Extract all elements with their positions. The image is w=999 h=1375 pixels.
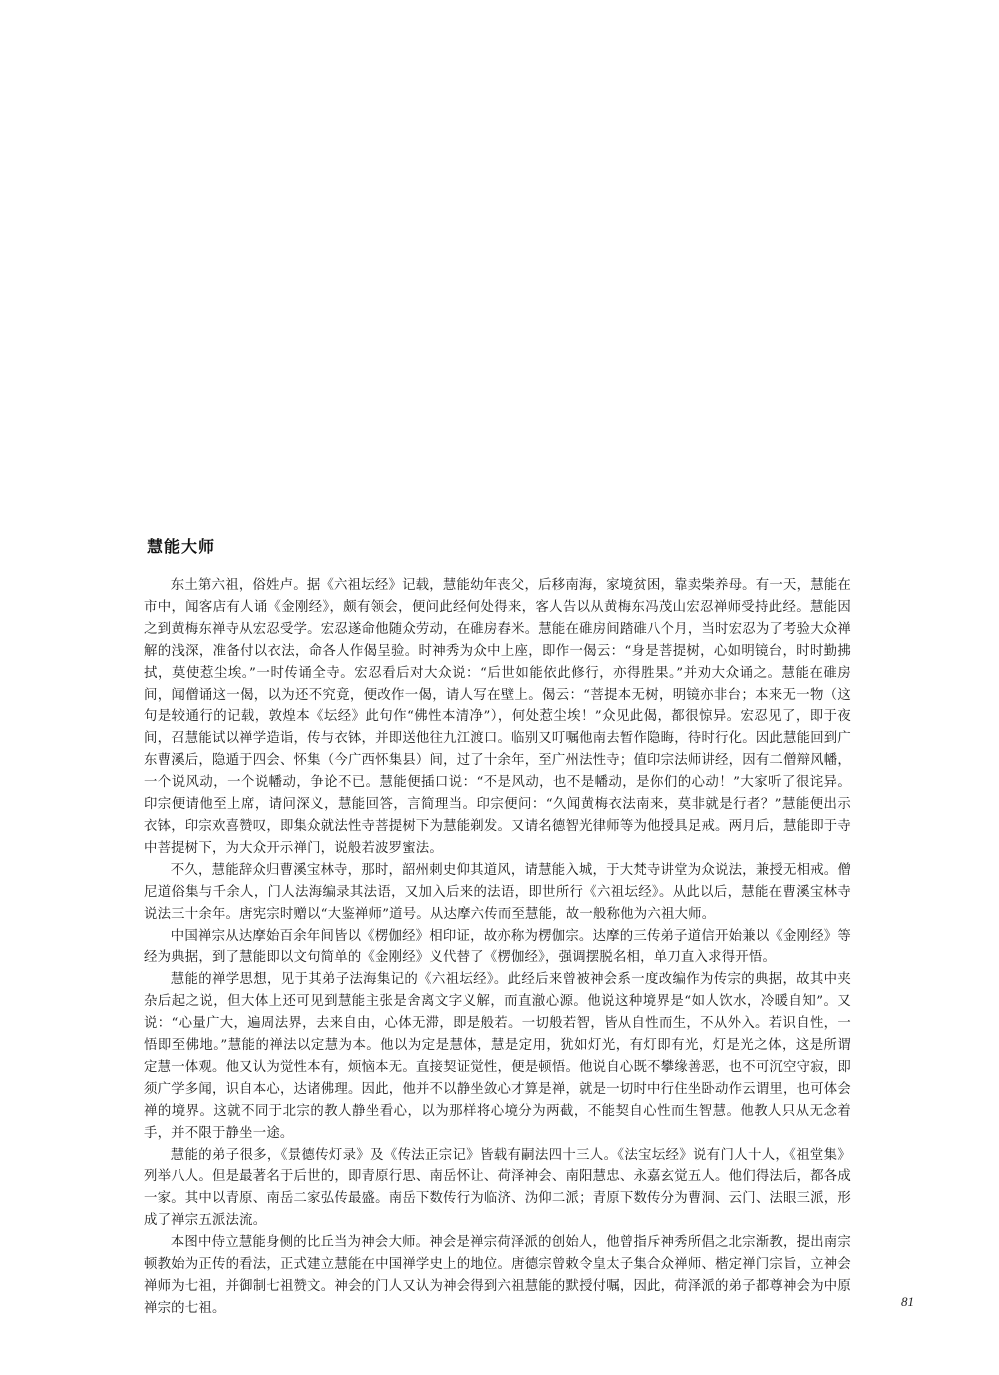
paragraph: 不久，慧能辞众归曹溪宝林寺，那时，韶州刺史仰其道风，请慧能入城，于大梵寺讲堂为众说法，兼授无相戒。僧尼道俗集与千余人，门人法海编录其法语，又加入后来的法语，即世所行《六祖坛经》。从此以后，慧能在曹溪宝林寺说法三十余年。唐宪宗时赠以“大鉴禅师”道号。从达摩六传而至慧能，故一般称他为六祖大师。 <box>144 862 851 922</box>
paragraph: 东土第六祖，俗姓卢。据《六祖坛经》记载，慧能幼年丧父，后移南海，家境贫困，靠卖柴养母。有一天，慧能在市中，闻客店有人诵《金刚经》，颇有领会，便问此经何处得来，客人告以从黄梅东冯茂山宏忍禅师受持此经。慧能因之到黄梅东禅寺从宏忍受学。宏忍遂命他随众劳动，在碓房舂米。慧能在碓房间踏碓八个月，当时宏忍为了考验大众禅解的浅深，准备付以衣法，命各人作偈呈验。时神秀为众中上座，即作一偈云：“身是菩提树，心如明镜台，时时勤拂拭，莫使惹尘埃。”一时传诵全寺。宏忍看后对大众说：“后世如能依此修行，亦得胜果。”并劝大众诵之。慧能在碓房间，闻僧诵这一偈，以为还不究竟，便改作一偈，请人写在壁上。偈云：“菩提本无树，明镜亦非台；本来无一物（这句是较通行的记载，敦煌本《坛经》此句作“佛性本清净”），何处惹尘埃！”众见此偈，都很惊异。宏忍见了，即于夜间，召慧能试以禅学造诣，传与衣钵，并即送他往九江渡口。临别又叮嘱他南去暂作隐晦，待时行化。因此慧能回到广东曹溪后，隐遁于四会、怀集（今广西怀集县）间，过了十余年，至广州法性寺；值印宗法师讲经，因有二僧辩风幡，一个说风动，一个说幡动，争论不已。慧能便插口说：“不是风动，也不是幡动，是你们的心动！”大家听了很诧异。印宗便请他至上席，请问深义，慧能回答，言简理当。印宗便问：“久闻黄梅衣法南来，莫非就是行者？”慧能便出示衣钵，印宗欢喜赞叹，即集众就法性寺菩提树下为慧能剃发。又请名德智光律师等为他授具足戒。两月后，慧能即于寺中菩提树下，为大众开示禅门，说般若波罗蜜法。 <box>144 578 851 856</box>
article-body <box>144 575 851 1320</box>
page-number: 81 <box>901 1294 914 1309</box>
paragraph: 中国禅宗从达摩始百余年间皆以《楞伽经》相印证，故亦称为楞伽宗。达摩的三传弟子道信开始兼以《金刚经》等经为典据，到了慧能即以文句简单的《金刚经》义代替了《楞伽经》，强调摆脱名相，单刀直入求得开悟。 <box>144 928 851 966</box>
article-title: 慧能大师 <box>147 537 216 556</box>
paragraph: 本图中侍立慧能身侧的比丘当为神会大师。神会是禅宗荷泽派的创始人，他曾指斥神秀所倡之北宗渐教，提出南宗顿教始为正传的看法，正式建立慧能在中国禅学史上的地位。唐德宗曾敕令皇太子集合众禅师、楷定禅门宗旨，立神会禅师为七祖，并御制七祖赞文。神会的门人又认为神会得到六祖慧能的默授付嘱，因此，荷泽派的弟子都尊神会为中原禅宗的七祖。 <box>144 1235 851 1316</box>
paragraph: 慧能的禅学思想，见于其弟子法海集记的《六祖坛经》。此经后来曾被神会系一度改编作为传宗的典据，故其中夹杂后起之说，但大体上还可见到慧能主张是舍离文字义解，而直澈心源。他说这种境界是“如人饮水，冷暖自知”。又说：“心量广大，遍周法界，去来自由，心体无滞，即是般若。一切般若智，皆从自性而生，不从外入。若识自性，一悟即至佛地。”慧能的禅法以定慧为本。他以为定是慧体，慧是定用，犹如灯光，有灯即有光，灯是光之体，这是所谓定慧一体观。他又认为觉性本有，烦恼本无。直接契证觉性，便是顿悟。他说自心既不攀缘善恶，也不可沉空守寂，即须广学多闻，识自本心，达诸佛理。因此，他并不以静坐敛心才算是禅，就是一切时中行住坐卧动作云谓里，也可体会禅的境界。这就不同于北宗的教人静坐看心，以为那样将心境分为两截，不能契自心性而生智慧。他教人只从无念着手，并不限于静坐一途。 <box>144 972 851 1141</box>
paragraph: 慧能的弟子很多，《景德传灯录》及《传法正宗记》皆载有嗣法四十三人。《法宝坛经》说有门人十人，《祖堂集》列举八人。但是最著名于后世的，即青原行思、南岳怀让、荷泽神会、南阳慧忠、永嘉玄觉五人。他们得法后，都各成一家。其中以青原、南岳二家弘传最盛。南岳下数传行为临济、沩仰二派；青原下数传分为曹洞、云门、法眼三派，形成了禅宗五派法流。 <box>144 1147 851 1229</box>
